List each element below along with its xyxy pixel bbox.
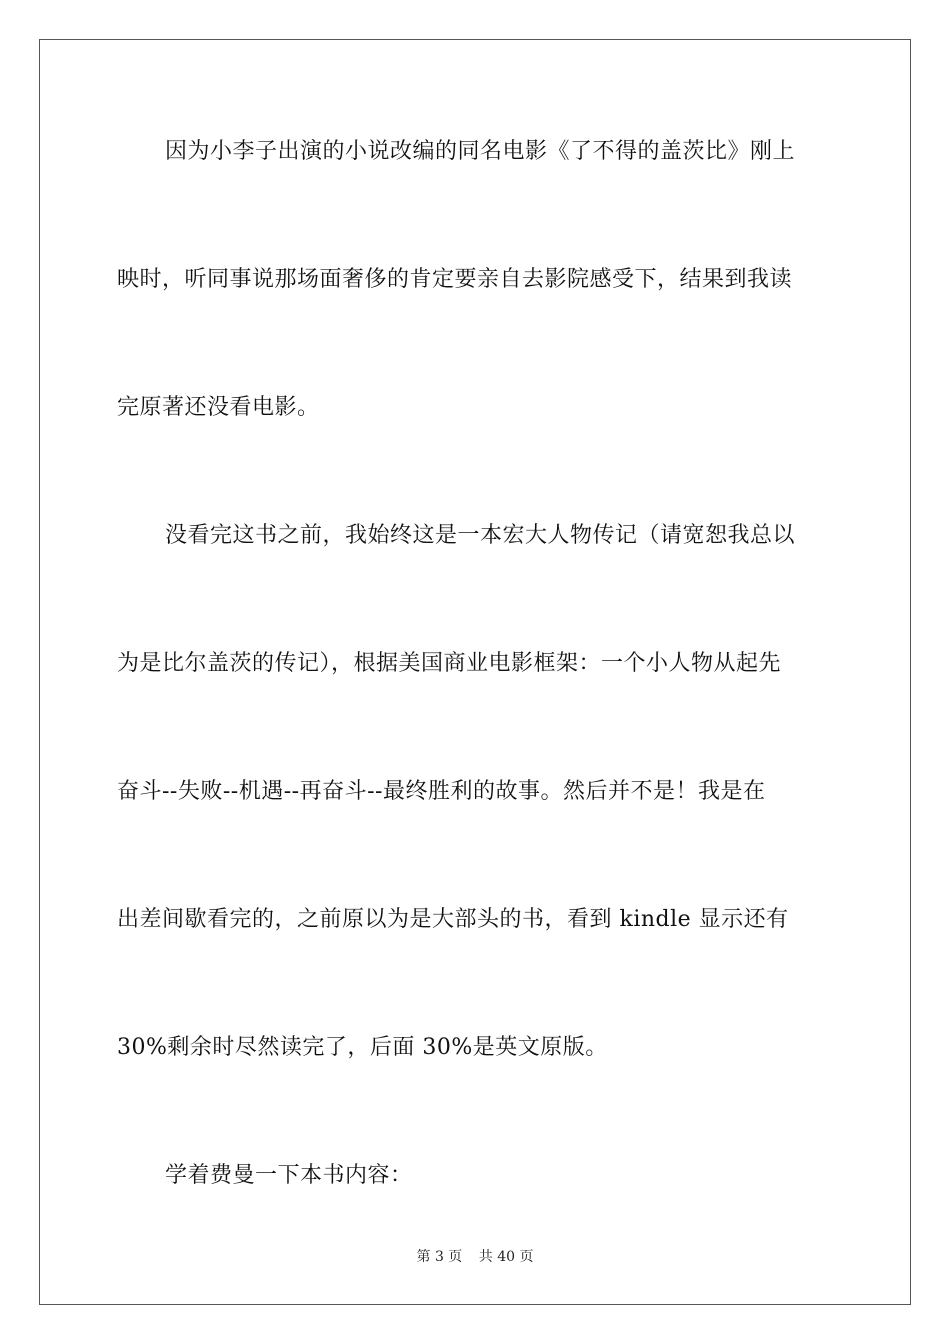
text-line: 30%剩余时尽然读完了，后面 30%是英文原版。 (117, 1035, 608, 1060)
text-line: 因为小李子出演的小说改编的同名电影《了不得的盖茨比》刚上 (165, 139, 796, 164)
page-number: 第 3 页 (416, 1249, 463, 1265)
text-line: 没看完这书之前，我始终这是一本宏大人物传记（请宽恕我总以 (165, 523, 796, 548)
text-line: 完原著还没看电影。 (117, 395, 320, 420)
page-footer (0, 1246, 950, 1266)
text-line: 出差间歇看完的，之前原以为是大部头的书，看到 kindle 显示还有 (117, 907, 789, 932)
text-line: 学着费曼一下本书内容： (165, 1163, 413, 1188)
document-body (117, 126, 831, 1278)
page-total: 共 40 页 (478, 1249, 534, 1265)
text-line: 为是比尔盖茨的传记），根据美国商业电影框架：一个小人物从起先 (117, 651, 782, 676)
text-line: 映时，听同事说那场面奢侈的肯定要亲自去影院感受下，结果到我读 (117, 267, 793, 292)
text-line: 奋斗--失败--机遇--再奋斗--最终胜利的故事。然后并不是！我是在 (117, 779, 766, 804)
